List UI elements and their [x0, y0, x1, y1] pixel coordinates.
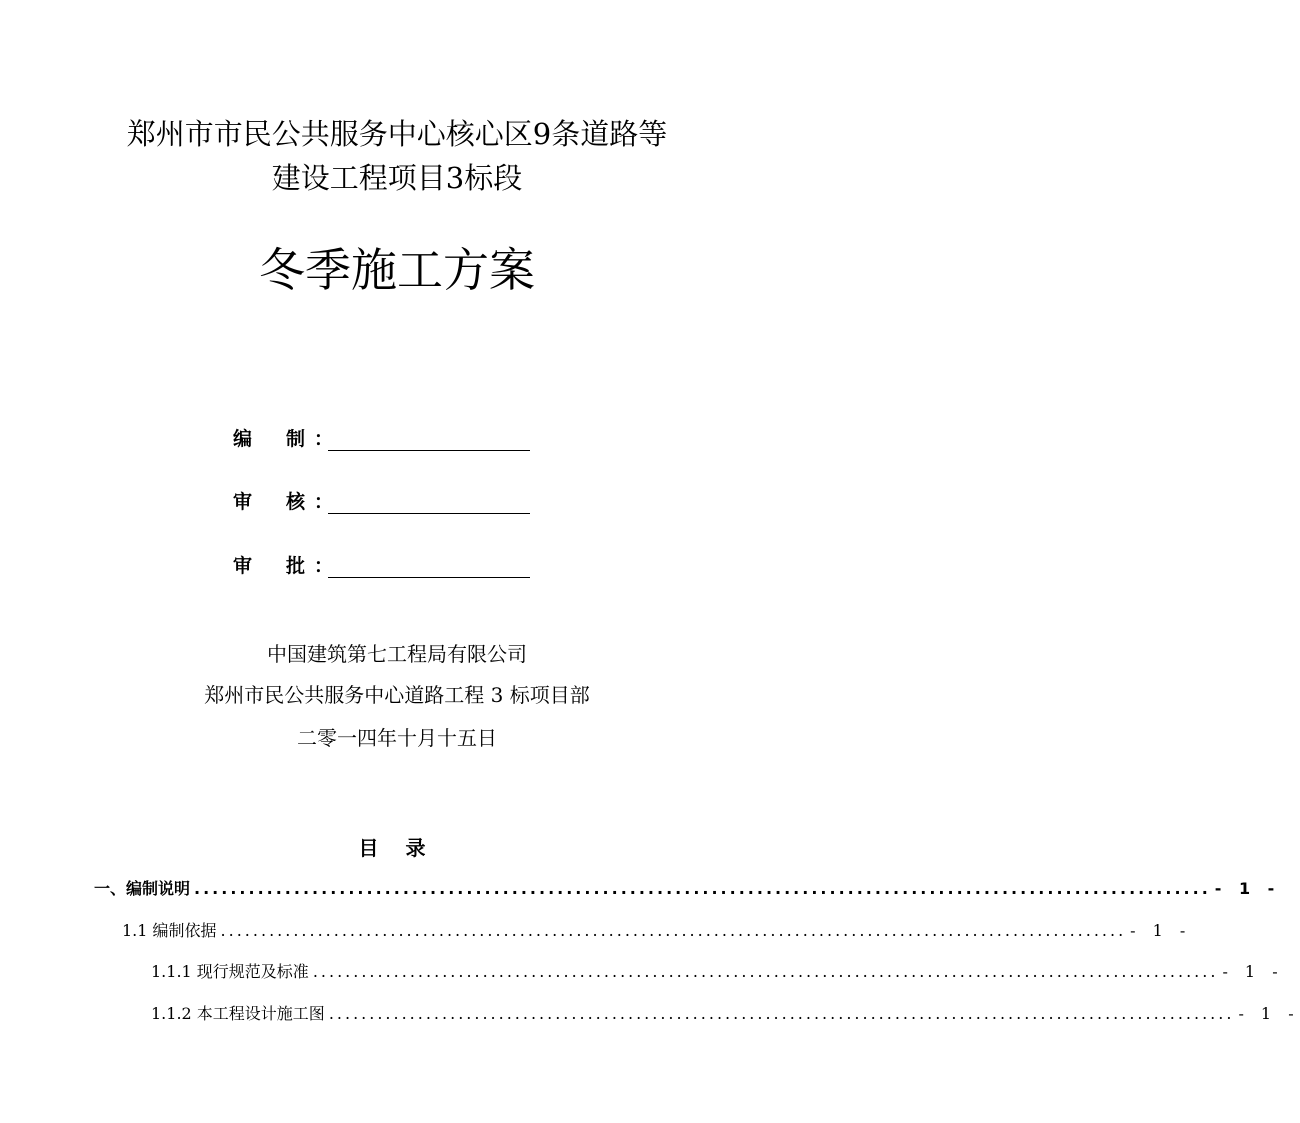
signature-colon: ： [314, 428, 334, 450]
toc-entry-text: 1.1.2 本工程设计施工图 [151, 1004, 325, 1023]
signature-colon: ： [314, 555, 334, 577]
toc-page-number: - 1 - [1222, 962, 1284, 981]
toc-entry-text: 1.1 编制依据 [122, 921, 217, 940]
toc-leader-dots: ................................................................................................................ [312, 962, 1219, 981]
signature-blank-line [328, 426, 530, 451]
toc-page-number: - 1 - [1130, 921, 1192, 940]
toc-entry[interactable] [151, 1003, 1300, 1025]
document-title: 冬季施工方案 [259, 243, 535, 297]
toc-entry[interactable] [122, 920, 1192, 942]
toc-entry[interactable] [151, 961, 1284, 983]
signature-row-approve [233, 548, 530, 578]
toc-page-number: - 1 - [1238, 1004, 1300, 1023]
signature-label-second-char: 制 [286, 428, 306, 450]
toc-leader-dots: ................................................................................................................ [194, 879, 1211, 898]
project-department: 郑州市民公共服务中心道路工程 3 标项目部 [204, 683, 590, 707]
toc-leader-dots: ................................................................................................................ [220, 921, 1127, 940]
toc-entry[interactable] [94, 878, 1281, 900]
document-date: 二零一四年十月十五日 [297, 726, 497, 750]
signature-colon: ： [314, 491, 334, 513]
company-name: 中国建筑第七工程局有限公司 [267, 642, 527, 666]
signature-label-first-char: 审 [233, 555, 253, 577]
toc-entry-text: 1.1.1 现行规范及标准 [151, 962, 309, 981]
project-title-line-1: 郑州市市民公共服务中心核心区9条道路等 [126, 117, 668, 151]
signature-blank-line [328, 489, 530, 514]
toc-title: 目 录 [358, 836, 436, 860]
signature-row-review [233, 484, 530, 514]
toc-leader-dots: ................................................................................................................ [328, 1004, 1235, 1023]
project-title-line-2: 建设工程项目3标段 [271, 161, 523, 195]
signature-label-first-char: 编 [233, 428, 253, 450]
signature-label-second-char: 批 [286, 555, 306, 577]
toc-entry-text: 一、编制说明 [94, 879, 191, 898]
signature-row-compile [233, 421, 530, 451]
signature-label-first-char: 审 [233, 491, 253, 513]
toc-page-number: - 1 - [1214, 879, 1281, 898]
signature-label-second-char: 核 [286, 491, 306, 513]
signature-blank-line [328, 553, 530, 578]
